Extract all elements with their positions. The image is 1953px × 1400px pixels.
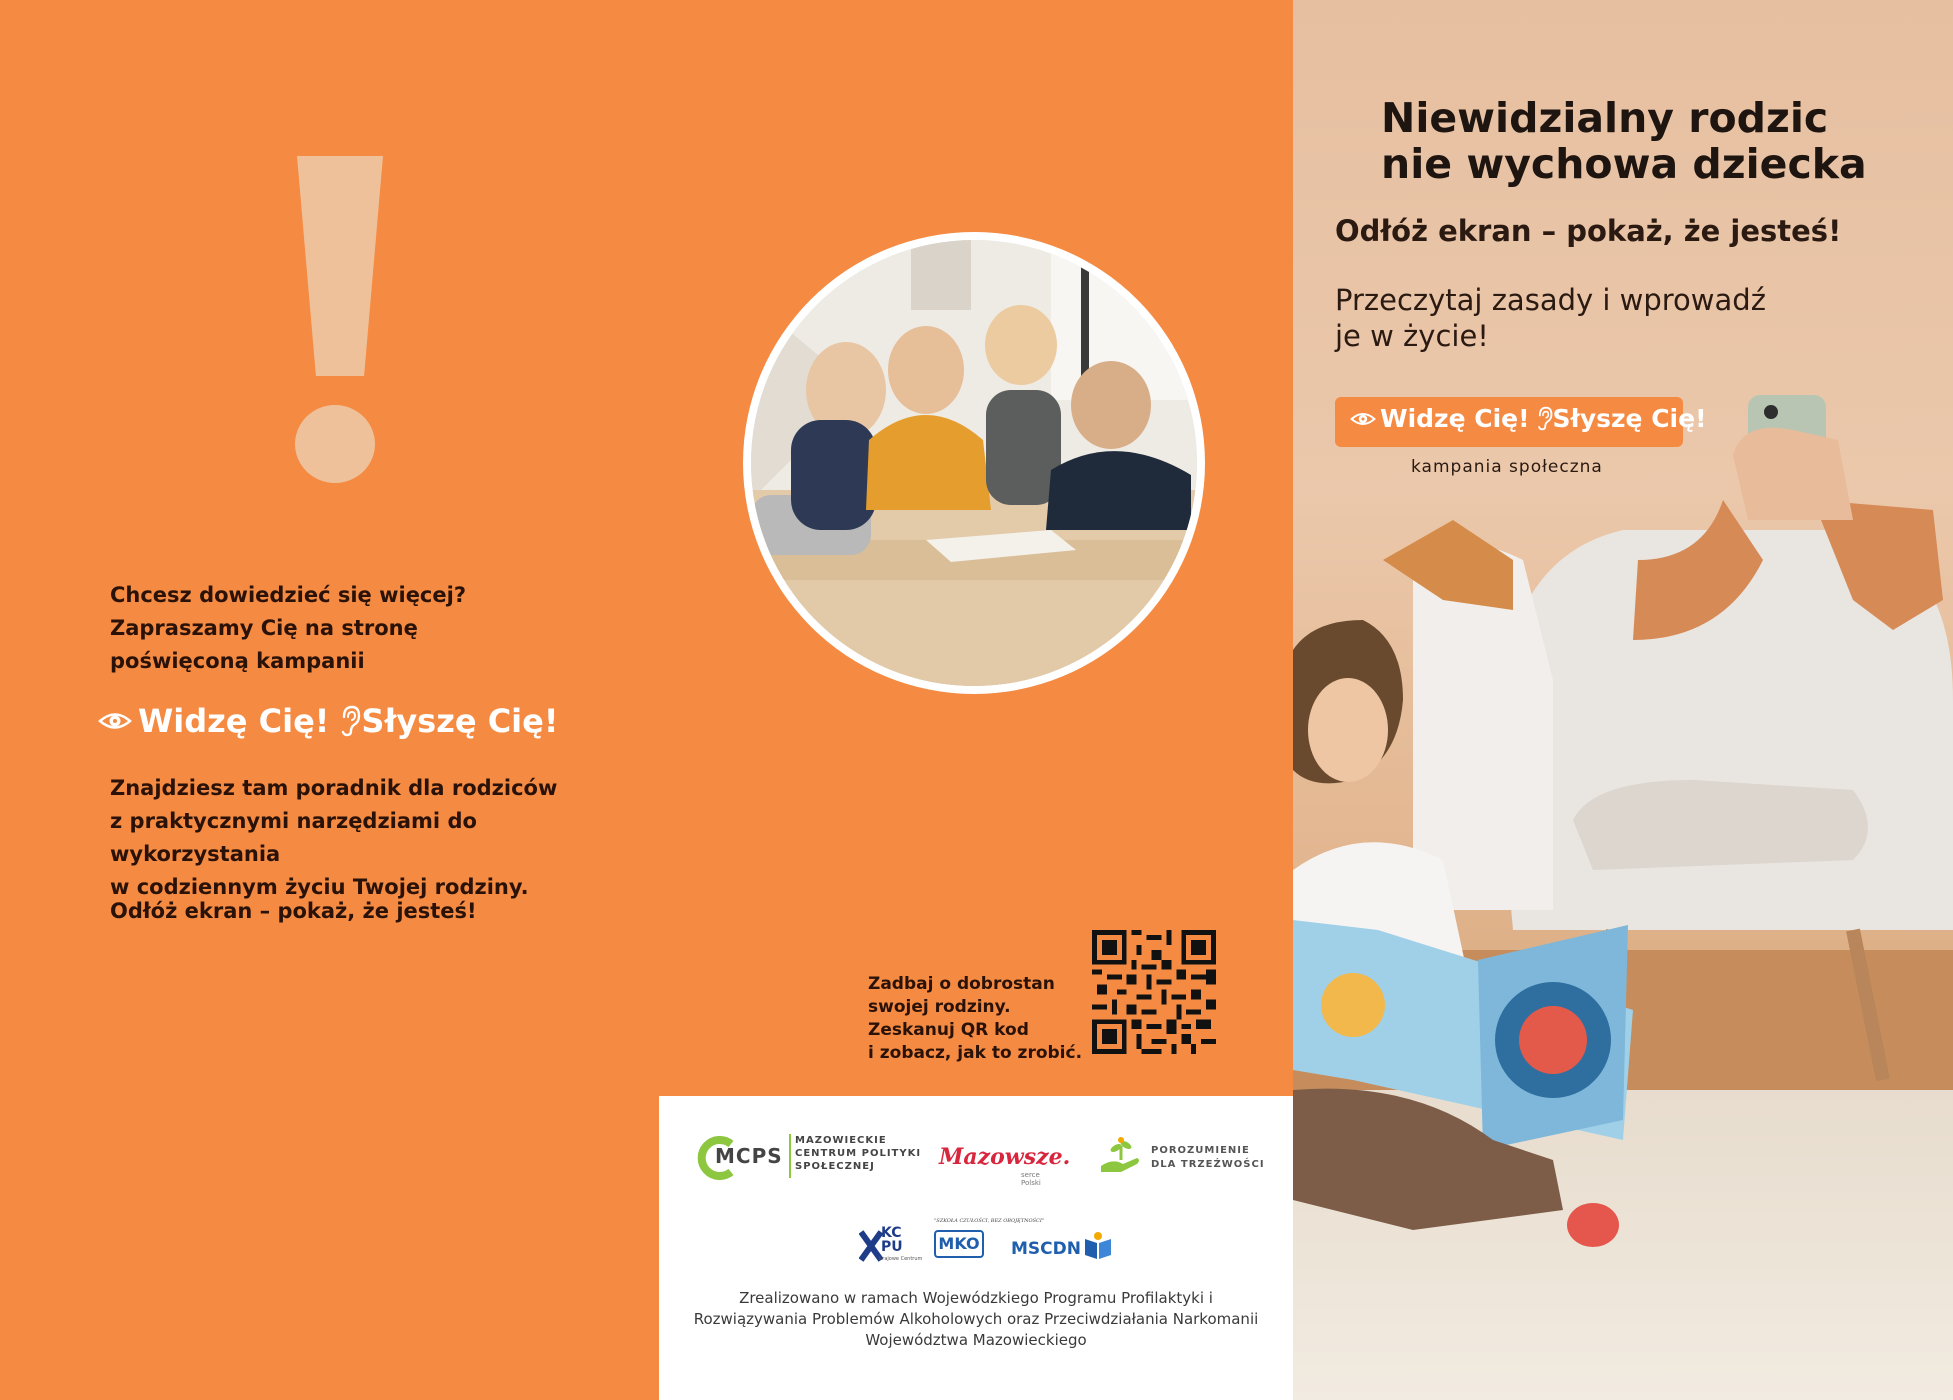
hand-plant-icon [1099,1136,1143,1176]
guide-line: z praktycznymi narzędziami do wykorzystania [110,809,477,866]
mcps-logo [697,1134,922,1182]
closing-text: Odłóż ekran – pokaż, że jesteś! [110,899,477,923]
right-panel [1293,0,1953,1400]
cover-title [1381,95,1901,187]
campaign-name-part2: Słyszę Cię! [361,702,559,740]
guide-text [110,772,630,904]
eye-icon [1350,410,1376,428]
kcpu-full: Krajowe Centrum [879,1256,923,1262]
porozumienie-logo [1099,1134,1279,1178]
mscdn-abbr: MSCDN [1011,1239,1081,1259]
qr-line: Zeskanuj QR kod [868,1020,1029,1040]
info-line: Zapraszamy Cię na stronę [110,616,418,640]
campaign-name-right [1350,404,1706,433]
qr-line: swojej rodziny. [868,997,1011,1017]
title-line: nie wychowa dziecka [1381,140,1867,188]
funding-note: Zrealizowano w ramach Wojewódzkiego Programu Profilaktyki i Rozwiązywania Problemów Alkoholowych oraz Przeciwdziałania Narkomanii Województwa Mazowieckiego [693,1289,1259,1349]
ear-icon [339,705,361,737]
ear-icon [1536,406,1553,431]
mko-motto: "SZKOŁA CZUŁOŚCI, BEZ OBOJĘTNOŚCI" [934,1218,1045,1224]
cover-body [1335,282,1795,354]
guide-line: Znajdziesz tam poradnik dla rodziców [110,776,558,800]
campaign-label: kampania społeczna [1411,457,1603,477]
mscdn-logo [1011,1231,1121,1267]
qr-instructions [868,973,1082,1065]
mazowsze-tagline: serce Polski [1021,1171,1041,1187]
book-icon [1083,1231,1113,1261]
eye-icon [98,710,132,732]
sponsor-section [659,1096,1293,1400]
mazowsze-name: Mazowsze. [939,1144,1071,1170]
kcpu-bottom: PU [881,1239,903,1255]
info-line: poświęconą kampanii [110,649,365,673]
mcps-line: CENTRUM POLITYKI [795,1148,922,1159]
qr-line: i zobacz, jak to zrobić. [868,1043,1083,1063]
mko-abbr: MKO [934,1230,984,1258]
qr-line: Zadbaj o dobrostan [868,974,1055,994]
body-line: je w życie! [1335,319,1489,353]
child-reading-illustration [1293,0,1953,1400]
mazowsze-logo [939,1144,1071,1187]
kcpu-top: KC [881,1225,902,1241]
campaign-name-part1: Widzę Cię! [138,702,330,740]
exclamation-icon [285,150,395,490]
qr-code[interactable] [1092,930,1216,1054]
body-line: Przeczytaj zasady i wprowadź [1335,283,1766,317]
mcps-line: MAZOWIECKIE [795,1135,887,1146]
porozumienie-line: POROZUMIENIE [1151,1145,1250,1156]
campaign-part2: Słyszę Cię! [1552,404,1707,433]
cover-subtitle: Odłóż ekran – pokaż, że jesteś! [1335,214,1842,248]
mcps-abbr: MCPS [715,1144,783,1168]
campaign-part1: Widzę Cię! [1380,404,1530,433]
title-line: Niewidzialny rodzic [1381,94,1829,142]
family-photo [743,232,1205,694]
info-line: Chcesz dowiedzieć się więcej? [110,583,467,607]
more-info-text [110,579,530,678]
kcpu-logo [859,1225,923,1272]
campaign-name [98,702,558,740]
mcps-line: SPOŁECZNEJ [795,1161,875,1172]
porozumienie-line: DLA TRZEŹWOŚCI [1151,1159,1265,1170]
guide-line: w codziennym życiu Twojej rodziny. [110,875,529,899]
campaign-badge [1335,397,1707,447]
